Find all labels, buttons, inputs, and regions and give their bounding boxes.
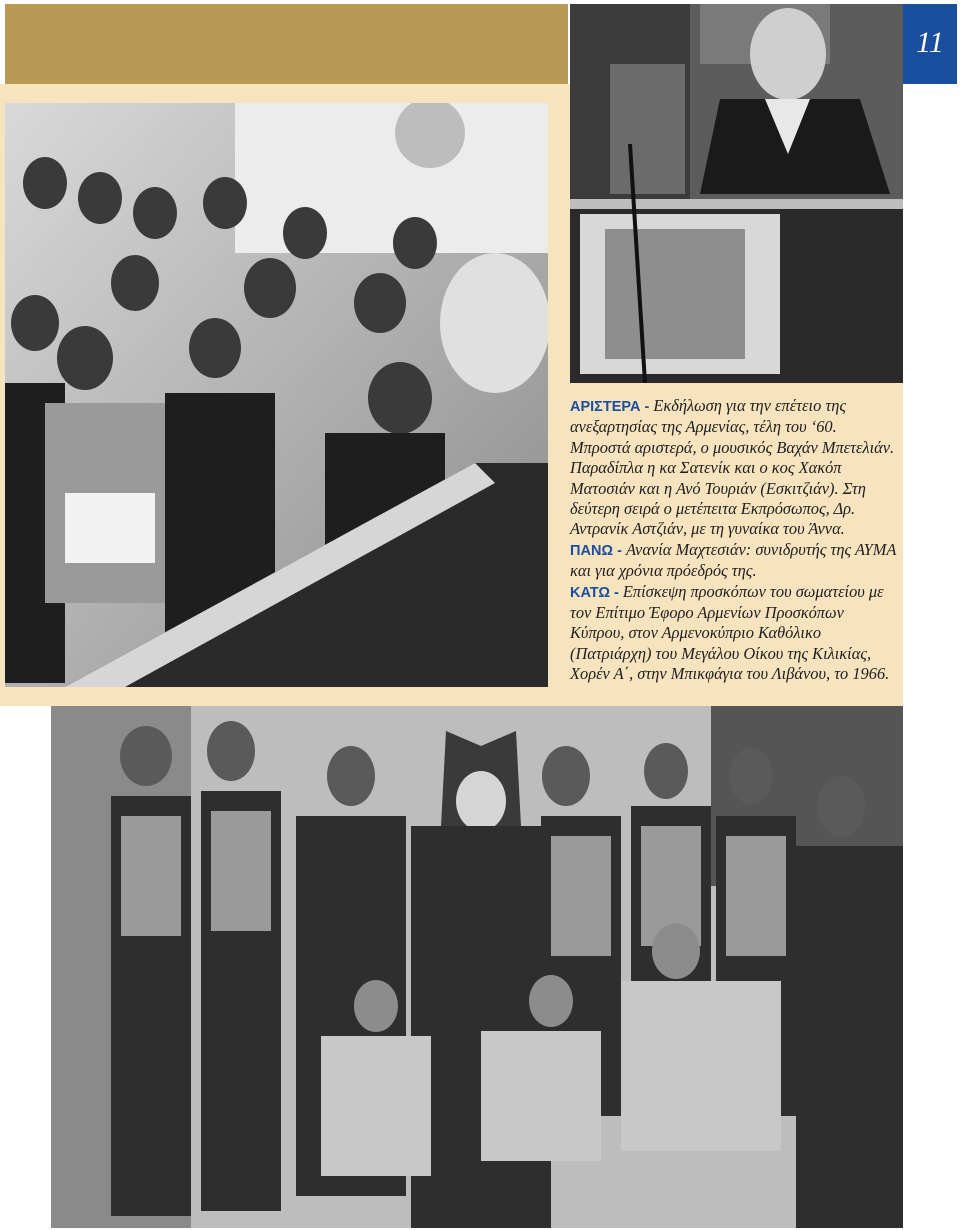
caption-top-text: Ανανία Μαχτεσιάν: συνιδρυτής της ΑΥΜΑ και για χρόνια πρόεδρός της. [570,539,897,581]
caption-bottom-label: ΚΑΤΩ [570,584,610,601]
page-number: 11 [916,26,944,59]
caption-left [570,396,900,540]
photo-podium-speaker [570,4,903,383]
captions-block [570,396,900,685]
photo-scouts-group [51,706,903,1228]
caption-bottom-text: Επίσκεψη προσκόπων του σωματείου με τον Επίτιμο Έφορο Αρμενίων Προσκόπων Κύπρου, στον Αρμενοκύπριο Καθόλικο (Πατριάρχη) του Μεγάλου Οίκου της Κιλικίας, Χορέν Α΄, στην Μπικφάγια του Λιβάνου, το 1966. [570,581,890,684]
page-number-box [903,4,957,84]
photo-event-audience [5,103,548,687]
caption-top-dash: - [613,542,626,559]
caption-bottom [570,582,900,685]
caption-left-dash: - [640,399,654,415]
caption-top [570,540,900,582]
caption-left-label: ΑΡΙΣΤΕΡΑ [570,399,641,415]
caption-bottom-dash: - [609,584,623,601]
caption-top-label: ΠΑΝΩ [570,542,614,559]
caption-left-text: Εκδήλωση για την επέτειο της ανεξαρτησίας της Αρμενίας, τέλη του ‘60. Μπροστά αριστερά, ο μουσικός Βαχάν Μπετελιάν. Παραδίπλα η κα Σατενίκ και ο κος Χακόπ Ματοσιάν και η Ανό Τουριάν (Εσκιτζιάν). Στη δεύτερη σειρά ο μετέπειτα Εκπρόσωπος, Δρ. Αντρανίκ Αστζιάν, με τη γυναίκα του Άννα. [570,396,895,539]
header-bar [5,4,568,84]
